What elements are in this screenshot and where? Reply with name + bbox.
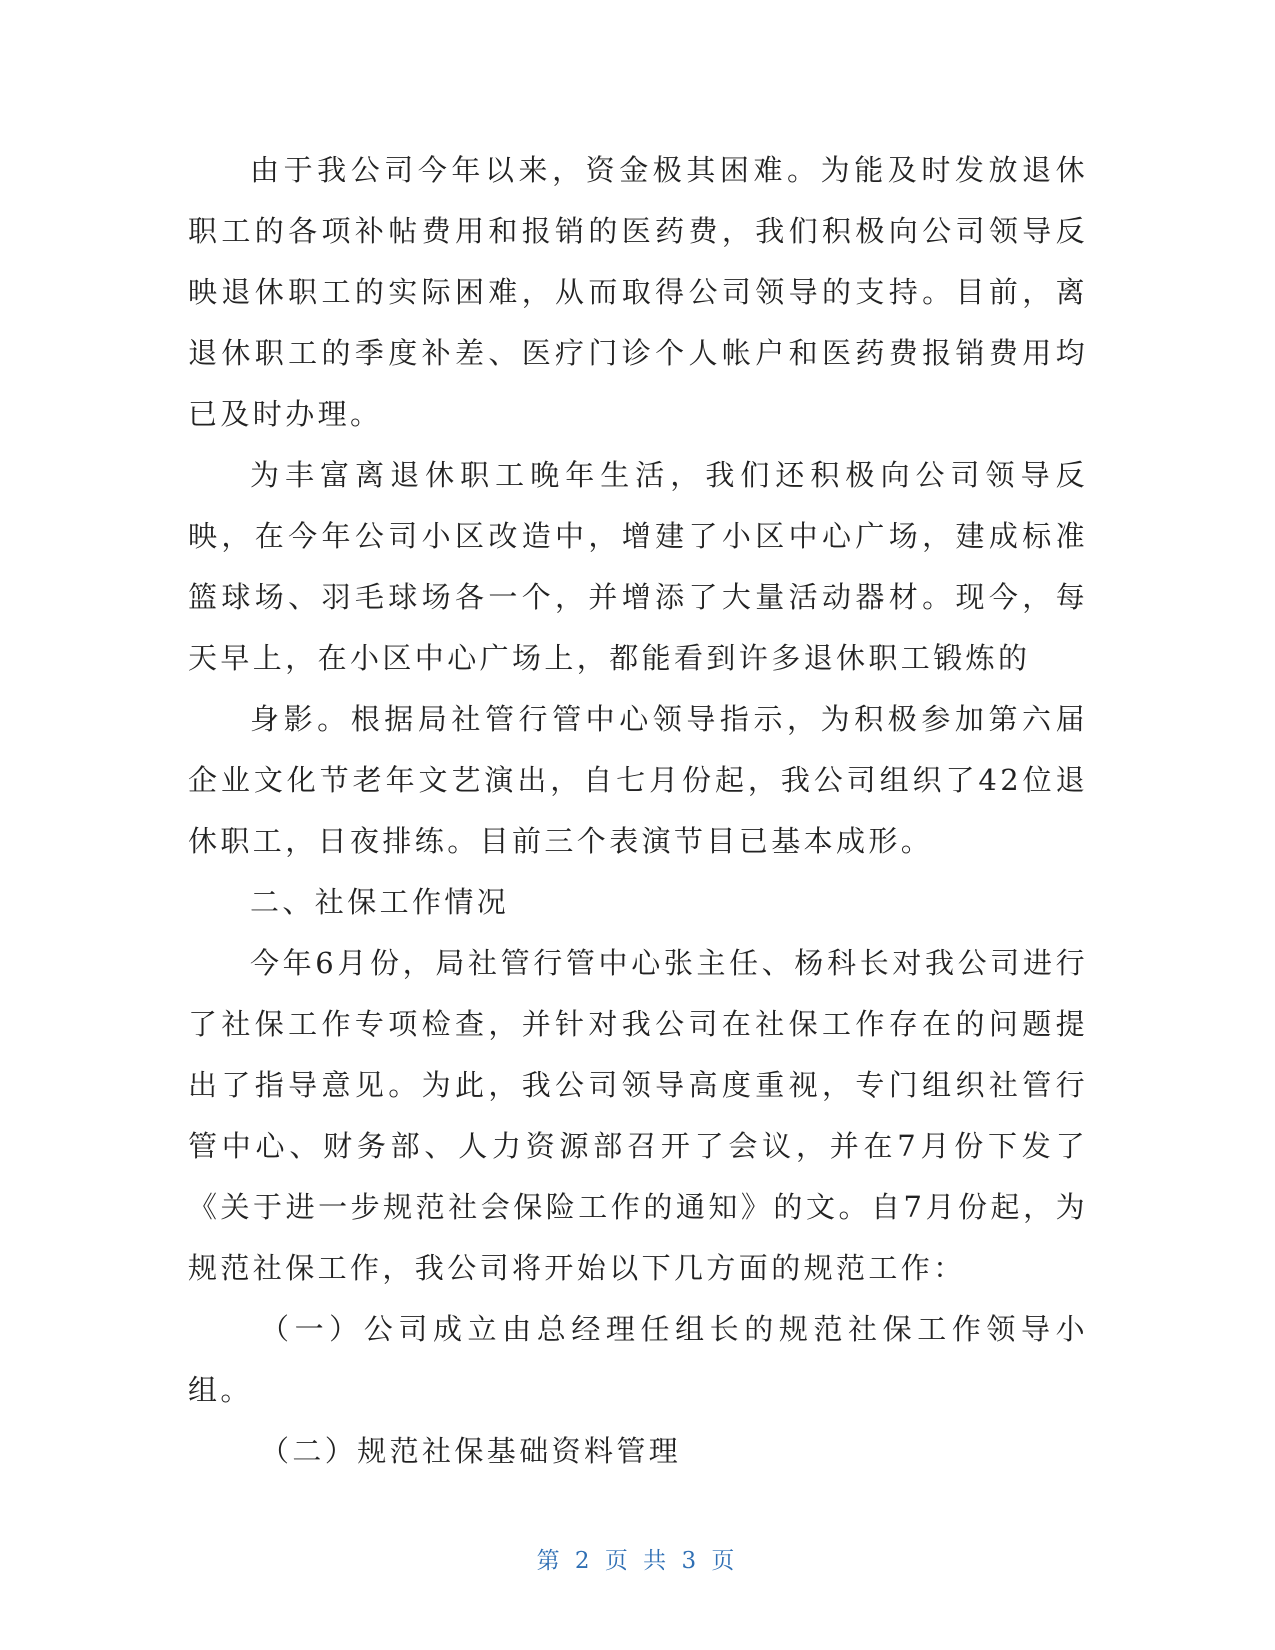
document-body (188, 140, 1088, 1482)
section-heading-social-security: 二、社保工作情况 (250, 885, 510, 919)
paragraph-funding: 由于我公司今年以来，资金极其困难。为能及时发放退休职工的各项补帖费用和报销的医药费，我们积极向公司领导反映退休职工的实际困难，从而取得公司领导的支持。目前，离退休职工的季度补差、医疗门诊个人帐户和医药费报销费用均已及时办理。 (188, 153, 1088, 431)
paragraph-inspection: 今年6月份，局社管行管中心张主任、杨科长对我公司进行了社保工作专项检查，并针对我公司在社保工作存在的问题提出了指导意见。为此，我公司领导高度重视，专门组织社管行管中心、财务部、人力资源部召开了会议，并在7月份下发了《关于进一步规范社会保险工作的通知》的文。自7月份起，为规范社保工作，我公司将开始以下几方面的规范工作： (188, 946, 1088, 1285)
page-footer (0, 1542, 1275, 1575)
page-number-label: 第 2 页 共 3 页 (536, 1548, 739, 1574)
paragraph-activities: 为丰富离退休职工晚年生活，我们还积极向公司领导反映，在今年公司小区改造中，增建了小区中心广场，建成标准篮球场、羽毛球场各一个，并增添了大量活动器材。现今，每天早上，在小区中心广场上，都能看到许多退休职工锻炼的 (188, 458, 1088, 675)
list-item-leadership-group: （一）公司成立由总经理任组长的规范社保工作领导小组。 (188, 1312, 1088, 1407)
paragraph-performance: 身影。根据局社管行管中心领导指示，为积极参加第六届企业文化节老年文艺演出，自七月份起，我公司组织了42位退休职工，日夜排练。目前三个表演节目已基本成形。 (188, 702, 1088, 858)
list-item-records-management: （二）规范社保基础资料管理 (260, 1434, 682, 1468)
